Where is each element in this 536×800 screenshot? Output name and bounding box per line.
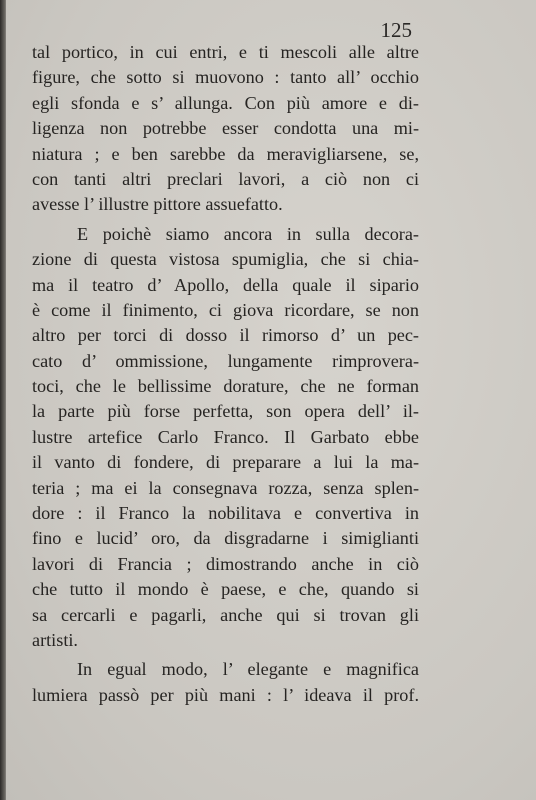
text-line: figure, che sotto si muovono : tanto all’ occhio	[32, 67, 419, 88]
text-line: che tutto il mondo è paese, e che, quando si	[32, 579, 419, 600]
text-line: zione di questa vistosa spumiglia, che si chia-	[32, 249, 419, 270]
text-line: lumiera passò per più mani : l’ ideava il prof.	[32, 684, 419, 705]
paragraph-2	[32, 222, 419, 654]
text-line: artisti.	[32, 629, 78, 650]
text-line: In egual modo, l’ elegante e magnifica	[77, 659, 419, 680]
text-line: egli sfonda e s’ allunga. Con più amore e di-	[32, 92, 419, 113]
text-line: altro per torci di dosso il rimorso d’ un pec-	[32, 325, 419, 346]
text-line: la parte più forse perfetta, son opera dell’ il-	[32, 401, 419, 422]
text-line: dore : il Franco la nobilitava e convertiva in	[32, 503, 419, 524]
text-line: avesse l’ illustre pittore assuefatto.	[32, 194, 283, 215]
text-line: ligenza non potrebbe esser condotta una mi-	[32, 118, 419, 139]
text-line: niatura ; e ben sarebbe da meravigliarsene, se,	[32, 143, 419, 164]
paragraph-1	[32, 40, 419, 218]
book-page	[6, 0, 536, 800]
text-line: lustre artefice Carlo Franco. Il Garbato ebbe	[32, 426, 419, 447]
text-line: tal portico, in cui entri, e ti mescoli alle altre	[32, 42, 419, 62]
text-line: è come il finimento, ci giova ricordare, se non	[32, 299, 419, 320]
text-line: teria ; ma ei la consegnava rozza, senza splen-	[32, 477, 419, 498]
paragraph-3	[32, 657, 419, 708]
page-number: 125	[380, 18, 412, 42]
text-line: sa cercarli e pagarli, anche qui si trovan gli	[32, 604, 419, 625]
body-text	[32, 40, 419, 708]
text-line: fino e lucid’ oro, da disgradarne i simiglianti	[32, 528, 419, 549]
text-line: E poichè siamo ancora in sulla decora-	[77, 223, 419, 244]
text-line: cato d’ ommissione, lungamente rimprovera-	[32, 350, 419, 371]
text-line: con tanti altri preclari lavori, a ciò non ci	[32, 168, 419, 189]
text-line: ma il teatro d’ Apollo, della quale il sipario	[32, 274, 419, 295]
text-line: toci, che le bellissime dorature, che ne forman	[32, 376, 419, 397]
text-line: lavori di Francia ; dimostrando anche in ciò	[32, 553, 419, 574]
text-line: il vanto di fondere, di preparare a lui la ma-	[32, 452, 419, 473]
